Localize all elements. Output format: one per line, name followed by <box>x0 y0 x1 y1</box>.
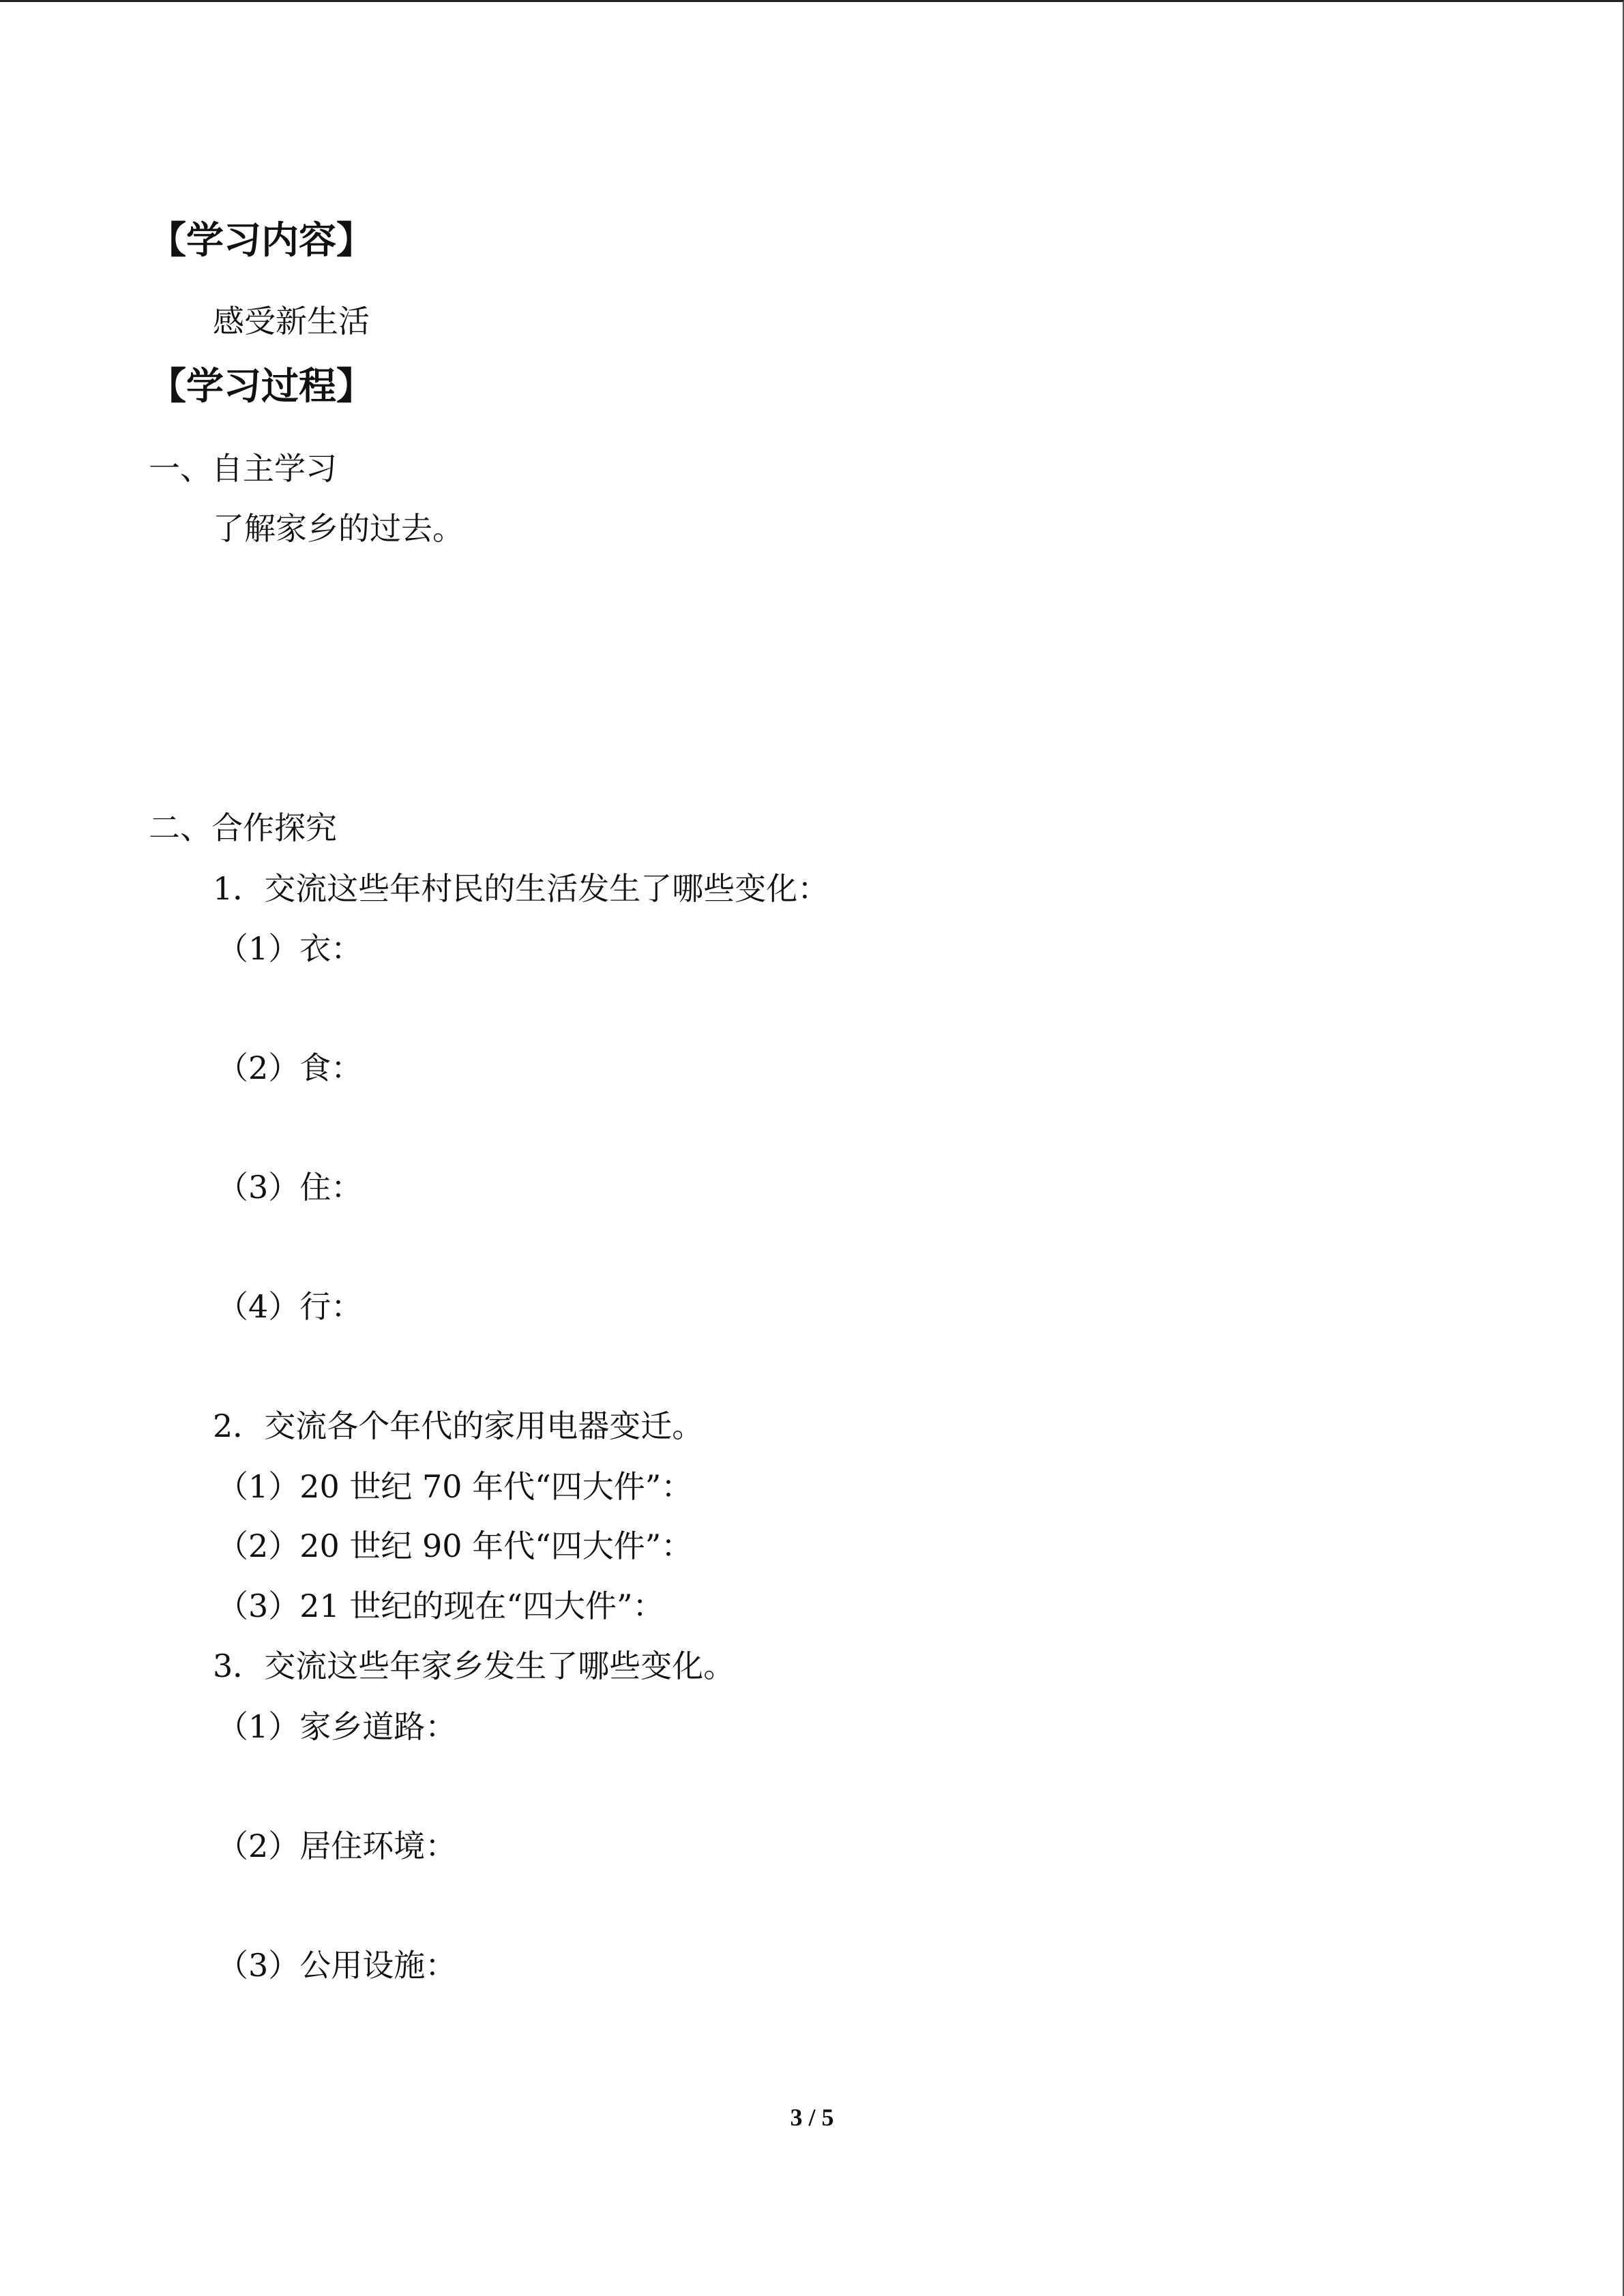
question-2-item-1990s: （2）20 世纪 90 年代“四大件”： <box>217 1527 693 1564</box>
page-number: 3 / 5 <box>790 2104 834 2131</box>
question-3-item-public-facilities: （3）公用设施： <box>217 1947 457 1984</box>
part1-text: 了解家乡的过去。 <box>213 510 464 547</box>
section-heading-learning-content: 【学习内容】 <box>149 218 374 262</box>
part2-title: 二、合作探究 <box>149 809 337 846</box>
question-2-title: 2．交流各个年代的家用电器变迁。 <box>213 1407 704 1444</box>
question-2-item-21st-century: （3）21 世纪的现在“四大件”： <box>217 1587 664 1624</box>
learning-content-text: 感受新生活 <box>213 303 370 340</box>
part1-title: 一、自主学习 <box>149 450 337 487</box>
question-1-item-housing: （3）住： <box>217 1169 363 1206</box>
question-1-item-transport: （4）行： <box>217 1288 363 1325</box>
question-2-item-1970s: （1）20 世纪 70 年代“四大件”： <box>217 1468 693 1505</box>
question-3-title: 3．交流这些年家乡发生了哪些变化。 <box>213 1648 735 1684</box>
question-3-item-roads: （1）家乡道路： <box>217 1708 457 1745</box>
question-1-item-clothing: （1）衣： <box>217 930 363 967</box>
section-heading-learning-process: 【学习过程】 <box>149 363 374 408</box>
question-1-title: 1．交流这些年村民的生活发生了哪些变化： <box>213 870 829 907</box>
question-3-item-living-environment: （2）居住环境： <box>217 1828 457 1864</box>
question-1-item-food: （2）食： <box>217 1049 363 1086</box>
